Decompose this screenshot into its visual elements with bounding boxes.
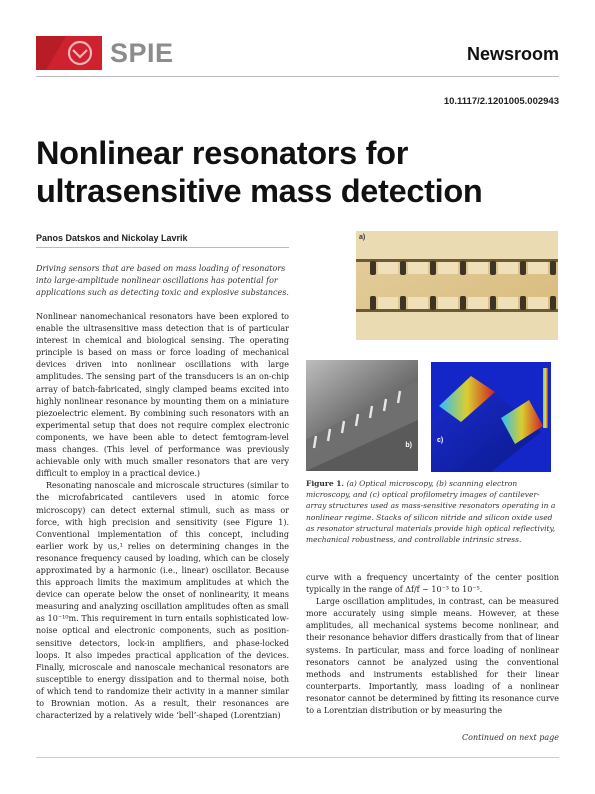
header-divider [36,76,559,77]
figure-panel-a [356,231,558,340]
article-title: Nonlinear resonators for ultrasensitive mass detection [36,135,483,209]
body-column-right [306,572,559,717]
authors: Panos Datskos and Nickolay Lavrik [36,233,188,243]
authors-divider [36,247,289,248]
body-column-left [36,311,289,722]
figure-caption-label: Figure 1. [306,479,345,488]
figure-panel-c [431,362,551,472]
doi: 10.1117/2.1201005.002943 [443,96,559,107]
paragraph: Large oscillation amplitudes, in contrast, can be measured more accurately using simple means. However, at these amplitudes, all mechanical systems become nonlinear, and their resonance behavior differs drastically from that of linear systems. In particular, mass and force loading of nonlinear resonators cannot be analyzed using the conventional methods and instruments established for their linear counterparts. Importantly, mass loading of a nonlinear resonator cannot be determined by fitting its resonance curve to a Lorentzian distribution or by measuring the [306,597,559,716]
footer-divider [36,757,559,758]
continued-note: Continued on next page [462,733,559,742]
figure-caption-text: (a) Optical microscopy, (b) scanning electron microscopy, and (c) optical profilometry images of cantilever-array structures used as mass-sensitive resonators operating in a nonlinear regime. Stacks of silicon nitride and silicon oxide used as resonator structural materials provide high optical reflectivity, mechanical robustness, and controllable intrinsic stress. [306,479,556,545]
figure-panel-b [306,360,418,471]
spie-logo-mark [36,36,102,70]
section-title: Newsroom [466,44,559,64]
figure-caption [306,478,559,545]
figure-label-b: b) [405,442,412,449]
figure-label-a: a) [359,234,366,241]
paragraph: Nonlinear nanomechanical resonators have been explored to enable the ultrasensitive mass detection that is of particular interest in chemical and biological sensing. The operating principle is based on mass or force loading of mechanical devices driven into nonlinear oscillations with large amplitudes. The sensing part of the transducers is an on-chip array of batch-fabricated, singly clamped beams excited into highly nonlinear resonance by mounting them on a miniature piezoelectric element. By combining such resonators with an experimental setup that does not require complex electronic components, we have been able to detect femtogram-level mass changes. (This level of performance was previously achievable only with much smaller resonators that are very difficult to employ in a practical device.) [36,312,289,479]
abstract: Driving sensors that are based on mass loading of resonators into large-amplitude nonlinear oscillations has potential for applications such as detecting toxic and explosive substances. [36,264,289,297]
paragraph: curve with a frequency uncertainty of the center position typically in the range of Δf/f ∼ 10⁻³ to 10⁻⁵. [306,573,559,595]
brand-name: SPIE [110,38,174,68]
figure-label-c: c) [437,437,444,444]
paragraph: Resonating nanoscale and microscale structures (similar to the microfabricated cantilevers used in atomic force microscopy) can detect external stimuli, such as mass or force, with high precision and sensitivity (see Figure 1). Conventional implementation of this concept, including earlier work by us,¹ relies on determining changes in the resonance frequency caused by loading, which can be closely approximated by a harmonic (i.e., linear) oscillator. Because this approach limits the maximum amplitudes at which the device can operate below the onset of nonlinearity, it means measuring and analyzing oscillation amplitudes often as small as 10⁻¹⁰m. This requirement in turn entails sophisticated low-noise optical and electronic components, such as position-sensitive detectors, lock-in amplifiers, and phase-locked loops. It also impedes practical application of the devices. Finally, microscale and nanoscale mechanical resonators are susceptible to energy dissipation and to thermal noise, both of which tend to randomize their activity in a manner similar to Brownian motion. As a result, their resonances are characterized by a relatively wide ‘bell’-shaped (Lorentzian) [36,481,289,721]
